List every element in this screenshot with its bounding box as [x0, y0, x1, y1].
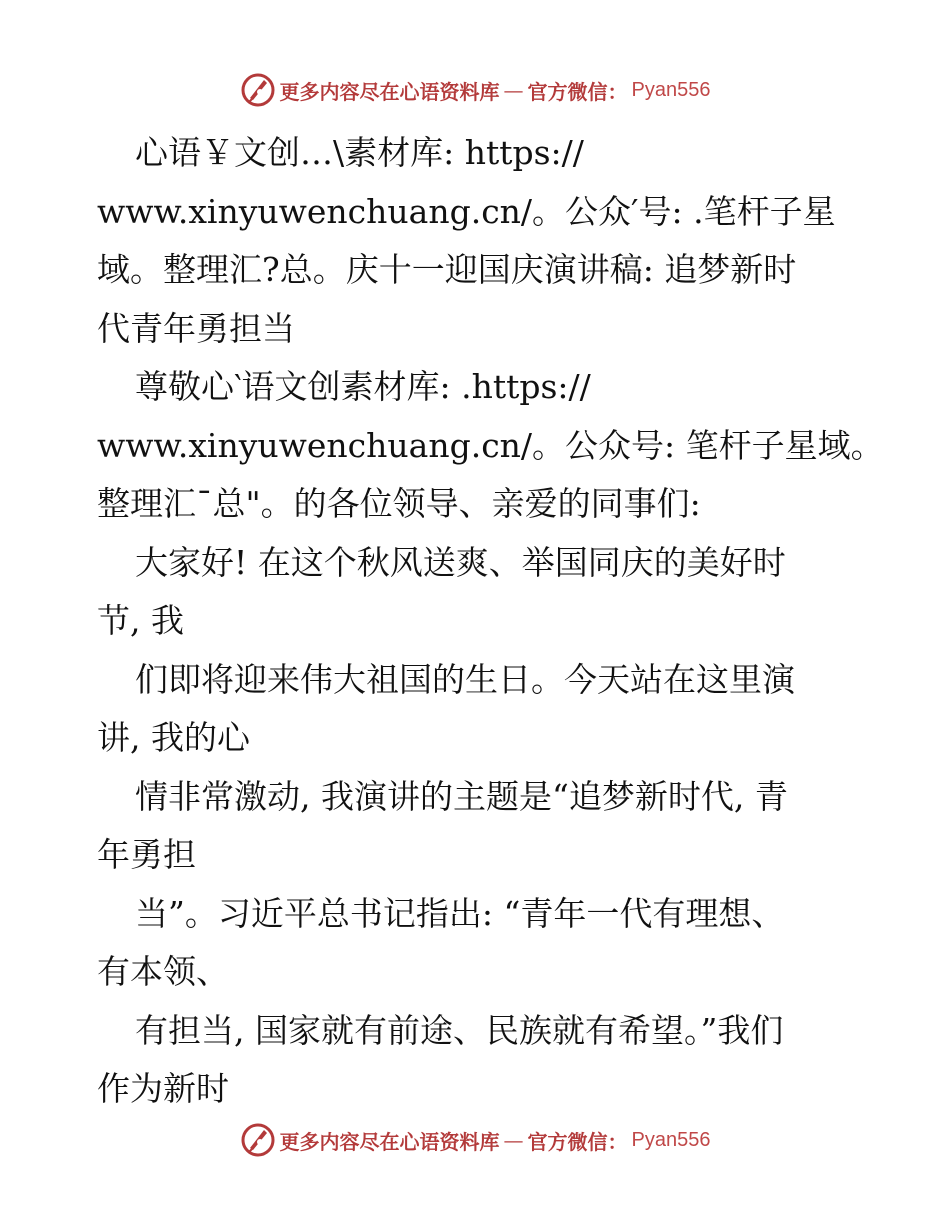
text-line: 有本领、	[97, 952, 229, 991]
text-line: 作为新时	[97, 1069, 229, 1108]
text-line: 代青年勇担当	[97, 308, 295, 348]
brand-dash: —	[503, 1128, 524, 1152]
text-line: 们即将迎来伟大祖国的生日。今天站在这里演	[135, 659, 795, 699]
text-line: 当”。习近平总书记指出: “青年一代有理想、	[135, 893, 785, 933]
text-line: 域。整理汇?总。庆十一迎国庆演讲稿: 追梦新时	[97, 250, 797, 289]
footer-watermark	[0, 1120, 950, 1160]
wechat-label: 官方微信：	[527, 79, 628, 104]
text-line: 整理汇¯总"。的各位领导、亲爱的同事们:	[97, 484, 701, 523]
brand-slogan: 更多内容尽在心语资料库	[279, 1129, 500, 1154]
text-line: www.xinyuwenchuang.cn/。公众′号: .笔杆子星	[97, 191, 836, 231]
text-line: 有担当, 国家就有前途、民族就有希望。”我们	[135, 1010, 784, 1050]
wechat-label: 官方微信：	[527, 1129, 628, 1154]
text-line: 大家好! 在这个秋风送爽、举国同庆的美好时	[135, 542, 786, 582]
brand-dash: —	[503, 78, 524, 102]
text-line: 讲, 我的心	[97, 718, 250, 757]
quill-seal-icon	[240, 72, 276, 108]
text-line: 心语￥文创…\素材库: https://	[135, 133, 584, 172]
text-line: 尊敬心‵语文创素材库: .https://	[135, 367, 591, 406]
text-line: www.xinyuwenchuang.cn/。公众号: 笔杆子星域。	[97, 425, 884, 465]
text-line: 年勇担	[97, 835, 196, 874]
wechat-id: Pyan556	[631, 78, 711, 101]
text-line: 情非常激动, 我演讲的主题是“追梦新时代, 青	[135, 776, 788, 816]
header-watermark	[0, 70, 950, 110]
quill-seal-icon	[240, 1122, 276, 1158]
document-body	[97, 124, 884, 1119]
text-line: 节, 我	[97, 601, 184, 640]
brand-slogan: 更多内容尽在心语资料库	[279, 79, 500, 104]
wechat-id: Pyan556	[631, 1128, 711, 1151]
